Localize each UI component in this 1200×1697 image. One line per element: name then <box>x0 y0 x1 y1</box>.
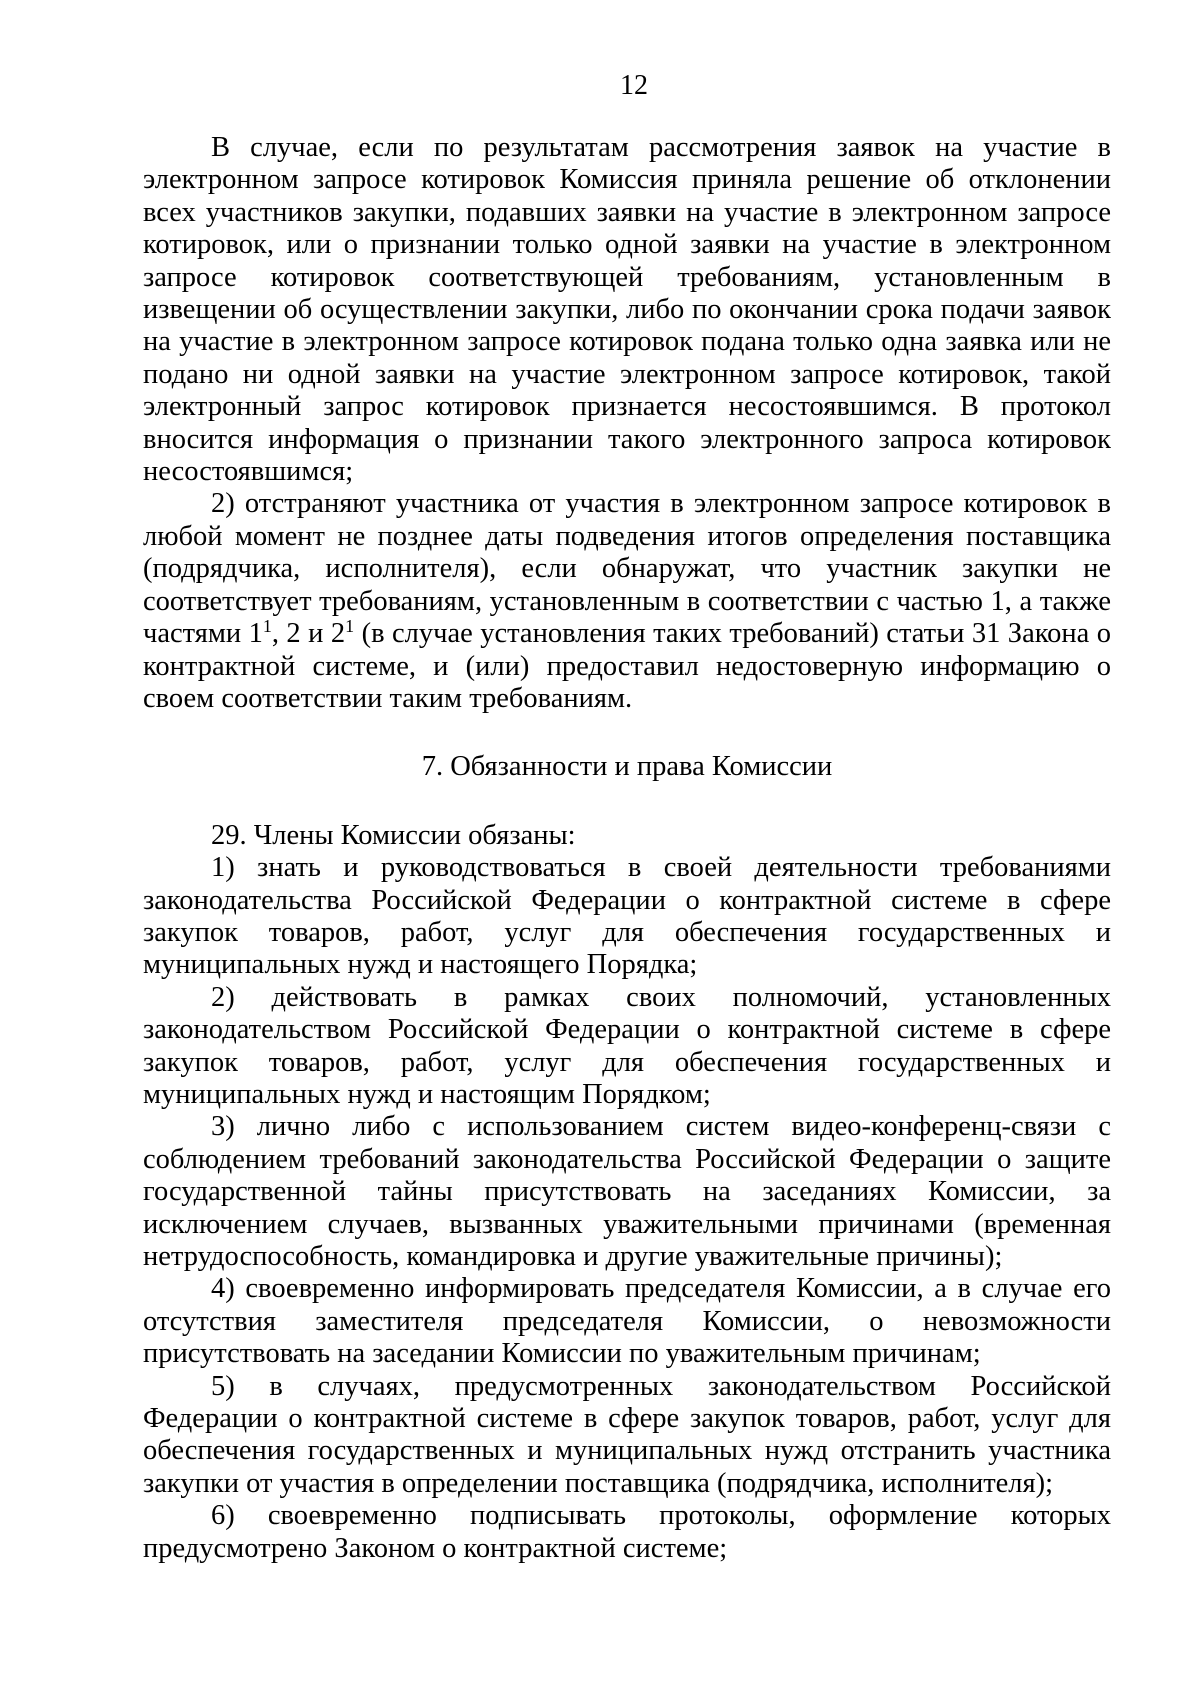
item-2-text-b: , 2 и 2 <box>271 618 346 650</box>
item-2-superscript-2: 1 <box>345 616 355 637</box>
item-2-superscript-1: 1 <box>262 616 272 637</box>
item-2-exclude-participant <box>143 488 1111 715</box>
clause-29-item-3: 3) лично либо с использованием систем видео-конференц-связи с соблюдением требований законодательства Российской Федерации о защите государственной тайны присутствовать на заседаниях Комиссии, за исключением случаев, вызванных уважительными причинами (временная нетрудоспособность, командировка и другие уважительные причины); <box>143 1111 1111 1272</box>
document-body <box>143 132 1111 1565</box>
clause-29-item-4: 4) своевременно информировать председателя Комиссии, а в случае его отсутствия заместителя председателя Комиссии, о невозможности присутствовать на заседании Комиссии по уважительным причинам; <box>143 1273 1111 1370</box>
clause-29-item-1: 1) знать и руководствоваться в своей деятельности требованиями законодательства Российской Федерации о контрактной системе в сфере закупок товаров, работ, услуг для обеспечения государственных и муниципальных нужд и настоящего Порядка; <box>143 852 1111 981</box>
clause-29-intro: 29. Члены Комиссии обязаны: <box>211 819 576 851</box>
section-heading: 7. Обязанности и права Комиссии <box>421 751 833 783</box>
item-2-text-a: 2) отстраняют участника от участия в электронном запросе котировок в любой момент не позднее даты подведения итогов определения поставщика (подрядчика, исполнителя), если обнаружат, что участник закупки не соответствует требованиям, установленным в соответствии с частью 1, а также частями 1 <box>143 488 1111 650</box>
clause-29-item-6: 6) своевременно подписывать протоколы, оформление которых предусмотрено Законом о контрактной системе; <box>143 1500 1111 1564</box>
clause-29-item-5: 5) в случаях, предусмотренных законодательством Российской Федерации о контрактной системе в сфере закупок товаров, работ, услуг для обеспечения государственных и муниципальных нужд отстранить участника закупки от участия в определении поставщика (подрядчика, исполнителя); <box>143 1370 1111 1499</box>
item-2-text-c: (в случае установления таких требований) статьи 31 Закона о контрактной системе, и (или) предоставил недостоверную информацию о своем соответствии таким требованиям. <box>143 618 1111 714</box>
paragraph-quotation-failure: В случае, если по результатам рассмотрения заявок на участие в электронном запросе котировок Комиссия приняла решение об отклонении всех участников закупки, подавших заявки на участие в электронном запросе котировок, или о признании только одной заявки на участие в электронном запросе котировок соответствующей требованиям, установленным в извещении об осуществлении закупки, либо по окончании срока подачи заявок на участие в электронном запросе котировок подана только одна заявка или не подано ни одной заявки на участие электронном запросе котировок, такой электронный запрос котировок признается несостоявшимся. В протокол вносится информация о признании такого электронного запроса котировок несостоявшимся; <box>143 132 1111 488</box>
clause-29-item-2: 2) действовать в рамках своих полномочий, установленных законодательством Российской Федерации о контрактной системе в сфере закупок товаров, работ, услуг для обеспечения государственных и муниципальных нужд и настоящим Порядком; <box>143 981 1111 1110</box>
page-number: 12 <box>620 70 648 101</box>
